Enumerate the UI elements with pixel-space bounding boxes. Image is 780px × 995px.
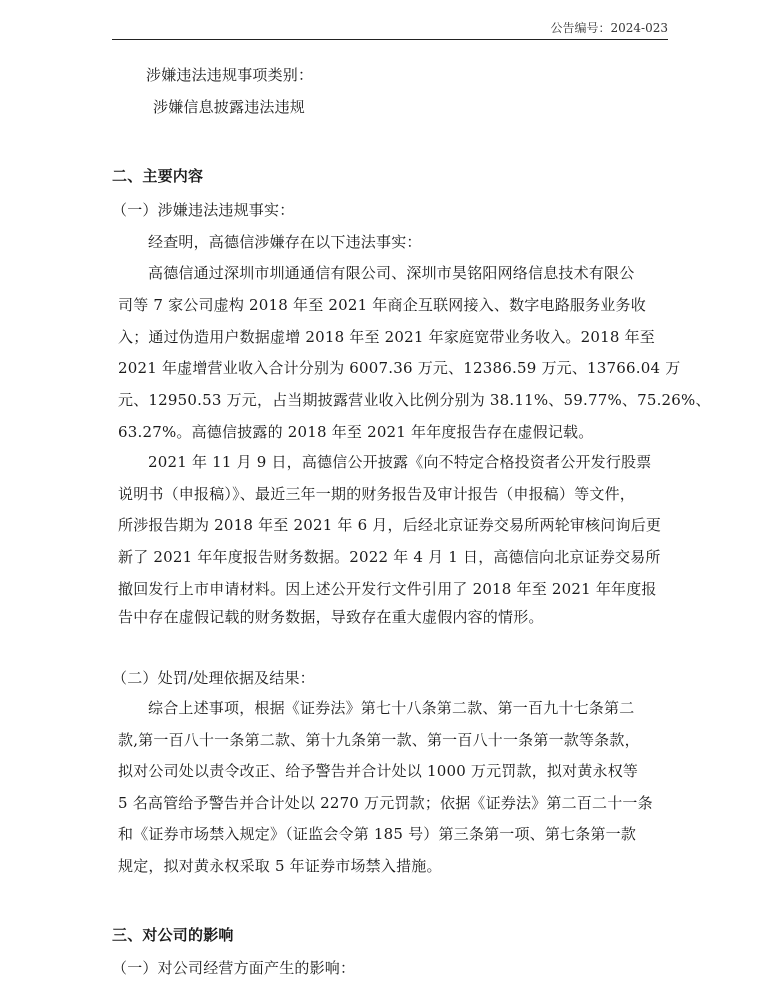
text-line: 元、12950.53 万元，占当期披露营业收入比例分别为 38.11%、59.77%、75.26%、 — [118, 391, 711, 409]
text-line: 高德信通过深圳市圳通通信有限公司、深圳市昊铭阳网络信息技术有限公 — [148, 264, 635, 282]
text-line: 涉嫌违法违规事项类别： — [146, 66, 314, 84]
text-line: 新了 2021 年年度报告财务数据。2022 年 4 月 1 日，高德信向北京证券交易所 — [118, 548, 661, 566]
text-line: 综合上述事项，根据《证券法》第七十八条第二款、第一百九十七条第二 — [148, 699, 635, 717]
text-line: 撤回发行上市申请材料。因上述公开发行文件引用了 2018 年至 2021 年年度报 — [118, 580, 657, 598]
text-line: 5 名高管给予警告并合计处以 2270 万元罚款；依据《证券法》第二百二十一条 — [118, 794, 653, 812]
text-line: 司等 7 家公司虚构 2018 年至 2021 年商企互联网接入、数字电路服务业务收 — [118, 296, 646, 314]
section-heading: 二、主要内容 — [112, 167, 204, 185]
text-line: 和《证券市场禁入规定》（证监会令第 185 号）第三条第一项、第七条第一款 — [118, 825, 637, 843]
text-line: 涉嫌信息披露违法违规 — [153, 98, 306, 116]
text-line: （一）对公司经营方面产生的影响： — [112, 959, 356, 977]
text-line: 入；通过伪造用户数据虚增 2018 年至 2021 年家庭宽带业务收入。2018 年至 — [118, 328, 655, 346]
text-line: 规定，拟对黄永权采取 5 年证券市场禁入措施。 — [118, 857, 442, 875]
text-line: 63.27%。高德信披露的 2018 年至 2021 年年度报告存在虚假记载。 — [118, 423, 594, 441]
text-line: 2021 年虚增营业收入合计分别为 6007.36 万元、12386.59 万元、13766.04 万 — [118, 359, 681, 377]
text-line: 2021 年 11 月 9 日，高德信公开披露《向不特定合格投资者公开发行股票 — [148, 453, 652, 471]
header-divider — [112, 39, 668, 40]
text-line: 所涉报告期为 2018 年至 2021 年 6 月，后经北京证券交易所两轮审核问询后更 — [118, 516, 662, 534]
text-line: 经查明，高德信涉嫌存在以下违法事实： — [148, 233, 422, 251]
text-line: 拟对公司处以责令改正、给予警告并合计处以 1000 万元罚款，拟对黄永权等 — [118, 762, 639, 780]
document-number-header: 公告编号：2024-023 — [550, 21, 668, 35]
text-line: （二）处罚/处理依据及结果： — [112, 669, 315, 687]
section-heading: 三、对公司的影响 — [112, 926, 234, 944]
text-line: 告中存在虚假记载的财务数据，导致存在重大虚假内容的情形。 — [118, 608, 544, 626]
text-line: （一）涉嫌违法违规事实： — [112, 201, 295, 219]
text-line: 说明书（申报稿）》、最近三年一期的财务报告及审计报告（申报稿）等文件， — [118, 485, 636, 503]
text-line: 款,第一百八十一条第二款、第十九条第一款、第一百八十一条第一款等条款， — [118, 731, 640, 749]
